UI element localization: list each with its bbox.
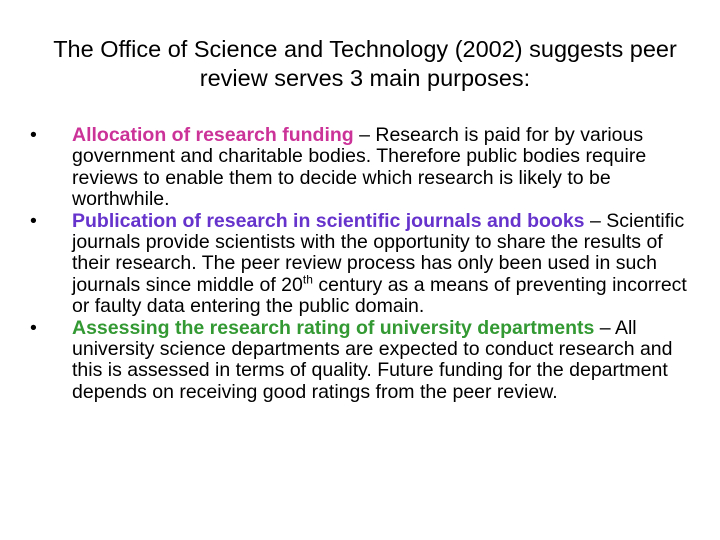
bullet-term-funding: Allocation of research funding [72,124,354,146]
bullet-dot-icon: • [30,209,37,232]
bullet-item-publication [30,211,700,318]
ordinal-superscript: th [302,272,313,287]
bullet-text-rating: – All university science departments are expected to conduct research and this is assessed in terms of quality. Future funding for the department depends on receiving good ratings from the peer review. [72,316,673,403]
bullet-dot-icon: • [30,316,37,339]
bullet-item-funding [30,125,700,211]
bullet-list [30,125,700,403]
bullet-term-rating: Assessing the research rating of university departments [72,316,595,339]
bullet-text-publication-part2: century as a means of preventing incorrect or faulty data entering the public domain. [72,273,687,318]
slide-title: The Office of Science and Technology (2002) suggests peer review serves 3 main purposes: [53,36,677,91]
bullet-term-publication: Publication of research in scientific journals and books [72,209,585,232]
bullet-text-publication-part1: – Scientific journals provide scientists with the opportunity to share the results of their research. The peer review process has only been used in such journals since middle of 20 [72,209,685,296]
bullet-text-funding: – Research is paid for by various government and charitable bodies. Therefore public bodies require reviews to enable them to decide which research is likely to be worthwhile. [72,124,647,211]
bullet-dot-icon: • [30,124,37,146]
bullet-item-rating [30,318,700,404]
